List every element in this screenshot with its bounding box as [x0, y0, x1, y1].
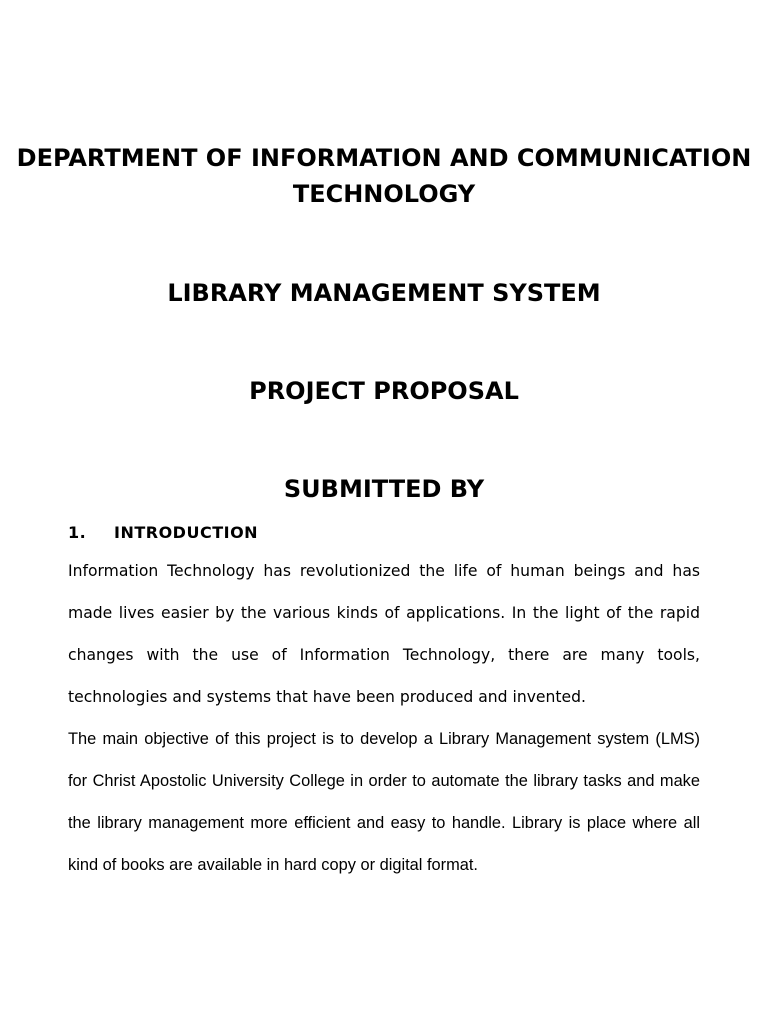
section-heading-introduction [68, 522, 258, 544]
introduction-paragraph-2: The main objective of this project is to develop a Library Management system (LMS) for Christ Apostolic University College in order to automate the library tasks and make the library management more efficient and easy to handle. Library is place where all kind of books are available in hard copy or digital format. [68, 730, 700, 874]
project-title: LIBRARY MANAGEMENT SYSTEM [167, 279, 601, 307]
department-heading: DEPARTMENT OF INFORMATION AND COMMUNICATION TECHNOLOGY [16, 144, 752, 208]
introduction-paragraph-1: Information Technology has revolutionized the life of human beings and has made lives easier by the various kinds of applications. In the light of the rapid changes with the use of Information Technology, there are many tools, technologies and systems that have been produced and invented. [68, 562, 700, 706]
document-type-heading: PROJECT PROPOSAL [249, 377, 519, 405]
section-title: INTRODUCTION [114, 523, 259, 542]
submitted-by-heading: SUBMITTED BY [283, 475, 485, 503]
section-number: 1. [68, 523, 87, 542]
